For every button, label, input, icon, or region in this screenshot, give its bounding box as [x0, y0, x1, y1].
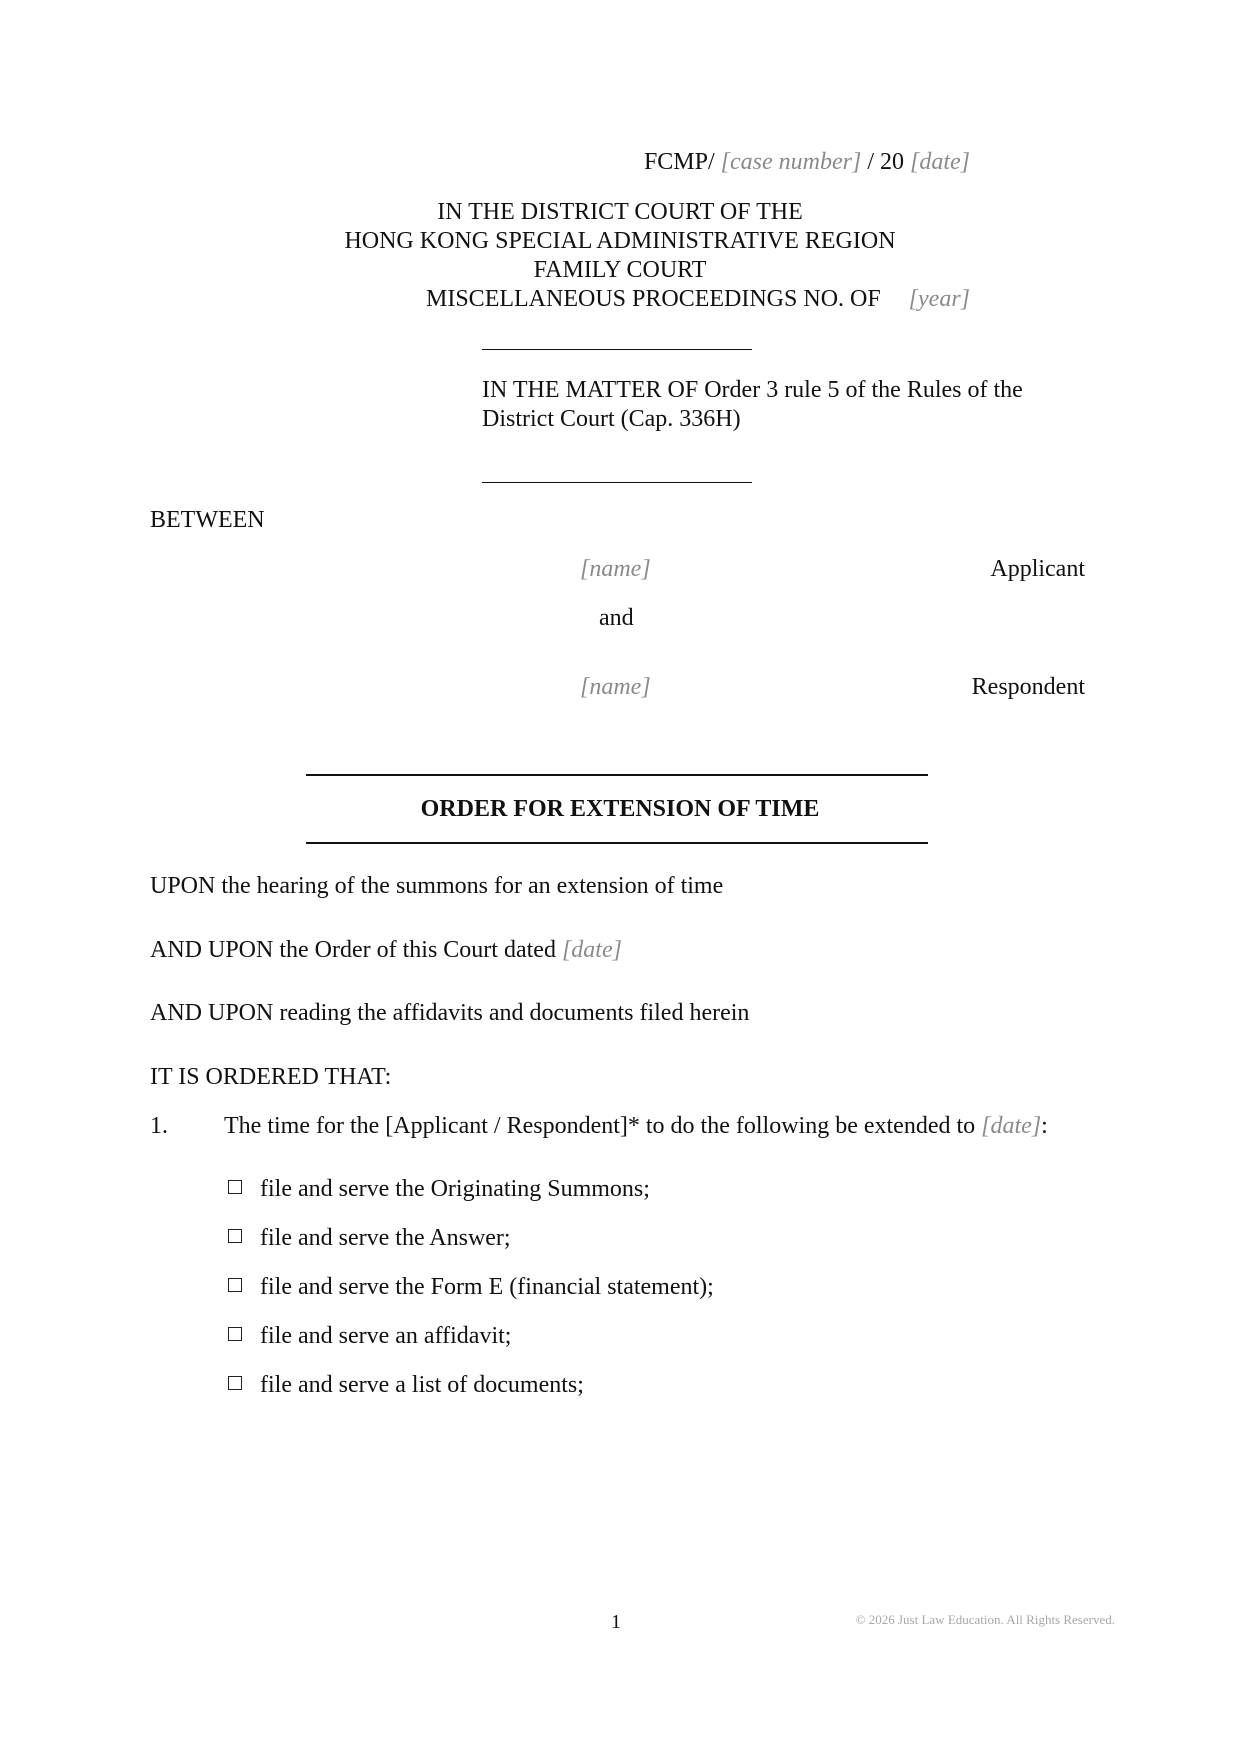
- checklist-item: [228, 1224, 511, 1253]
- checkbox-icon: [228, 1229, 242, 1243]
- court-line-1: IN THE DISTRICT COURT OF THE: [437, 199, 803, 225]
- checklist-item-label: file and serve an affidavit;: [260, 1323, 512, 1349]
- matter-rule-top: [482, 349, 752, 350]
- checklist-item: [228, 1175, 650, 1204]
- case-ref-prefix: FCMP/: [643, 149, 715, 175]
- court-line-3: FAMILY COURT: [533, 257, 707, 283]
- checkbox-icon: [228, 1327, 242, 1341]
- checkbox-icon: [228, 1278, 242, 1292]
- case-ref-separator: / 20: [861, 149, 904, 175]
- checklist-item-label: file and serve a list of documents;: [260, 1372, 584, 1398]
- court-line-2: HONG KONG SPECIAL ADMINISTRATIVE REGION: [344, 228, 896, 254]
- title-rule-top: [306, 774, 928, 776]
- checklist-item: [228, 1273, 714, 1302]
- recital-prior-order: [150, 936, 622, 965]
- recital-hearing: UPON the hearing of the summons for an extension of time: [150, 873, 724, 899]
- applicant-role: Applicant: [990, 556, 1085, 582]
- respondent-name-placeholder: [name]: [580, 674, 651, 700]
- between-label: BETWEEN: [150, 507, 265, 533]
- checklist-item-label: file and serve the Originating Summons;: [260, 1176, 650, 1202]
- checkbox-icon: [228, 1376, 242, 1390]
- court-line-4: MISCELLANEOUS PROCEEDINGS NO. OF: [426, 286, 881, 312]
- item-1-body: The time for the [Applicant / Respondent]* to do the following be extended to: [224, 1113, 982, 1139]
- recital-date-placeholder: [date]: [561, 937, 622, 963]
- checkbox-icon: [228, 1180, 242, 1194]
- case-number-placeholder: [case number]: [720, 149, 862, 175]
- case-date-placeholder: [date]: [910, 149, 970, 175]
- order-title: ORDER FOR EXTENSION OF TIME: [420, 796, 820, 822]
- and-label: and: [599, 605, 634, 631]
- recital-prior-order-text: AND UPON the Order of this Court dated: [150, 937, 562, 963]
- item-1-suffix: :: [1041, 1113, 1048, 1139]
- matter-line-1: IN THE MATTER OF Order 3 rule 5 of the Rules of the: [482, 377, 1023, 403]
- respondent-role: Respondent: [971, 674, 1085, 700]
- matter-rule-bottom: [482, 482, 752, 483]
- checklist-item-label: file and serve the Form E (financial statement);: [260, 1274, 714, 1300]
- case-reference: [644, 148, 970, 177]
- title-rule-bottom: [306, 842, 928, 844]
- item-1-number: 1.: [150, 1113, 168, 1139]
- checklist-item-label: file and serve the Answer;: [260, 1225, 511, 1251]
- item-1-text: [224, 1112, 1048, 1141]
- recital-affidavits: AND UPON reading the affidavits and documents filed herein: [150, 1000, 750, 1026]
- ordered-label: IT IS ORDERED THAT:: [150, 1064, 392, 1090]
- applicant-name-placeholder: [name]: [580, 556, 651, 582]
- court-year-placeholder: [year]: [908, 286, 970, 312]
- matter-line-2: District Court (Cap. 336H): [482, 406, 741, 432]
- checklist-item: [228, 1322, 511, 1351]
- page-number: 1: [611, 1611, 621, 1633]
- copyright-notice: © 2026 Just Law Education. All Rights Reserved.: [855, 1612, 1115, 1627]
- checklist-item: [228, 1371, 584, 1400]
- item-1-date-placeholder: [date]: [981, 1113, 1042, 1139]
